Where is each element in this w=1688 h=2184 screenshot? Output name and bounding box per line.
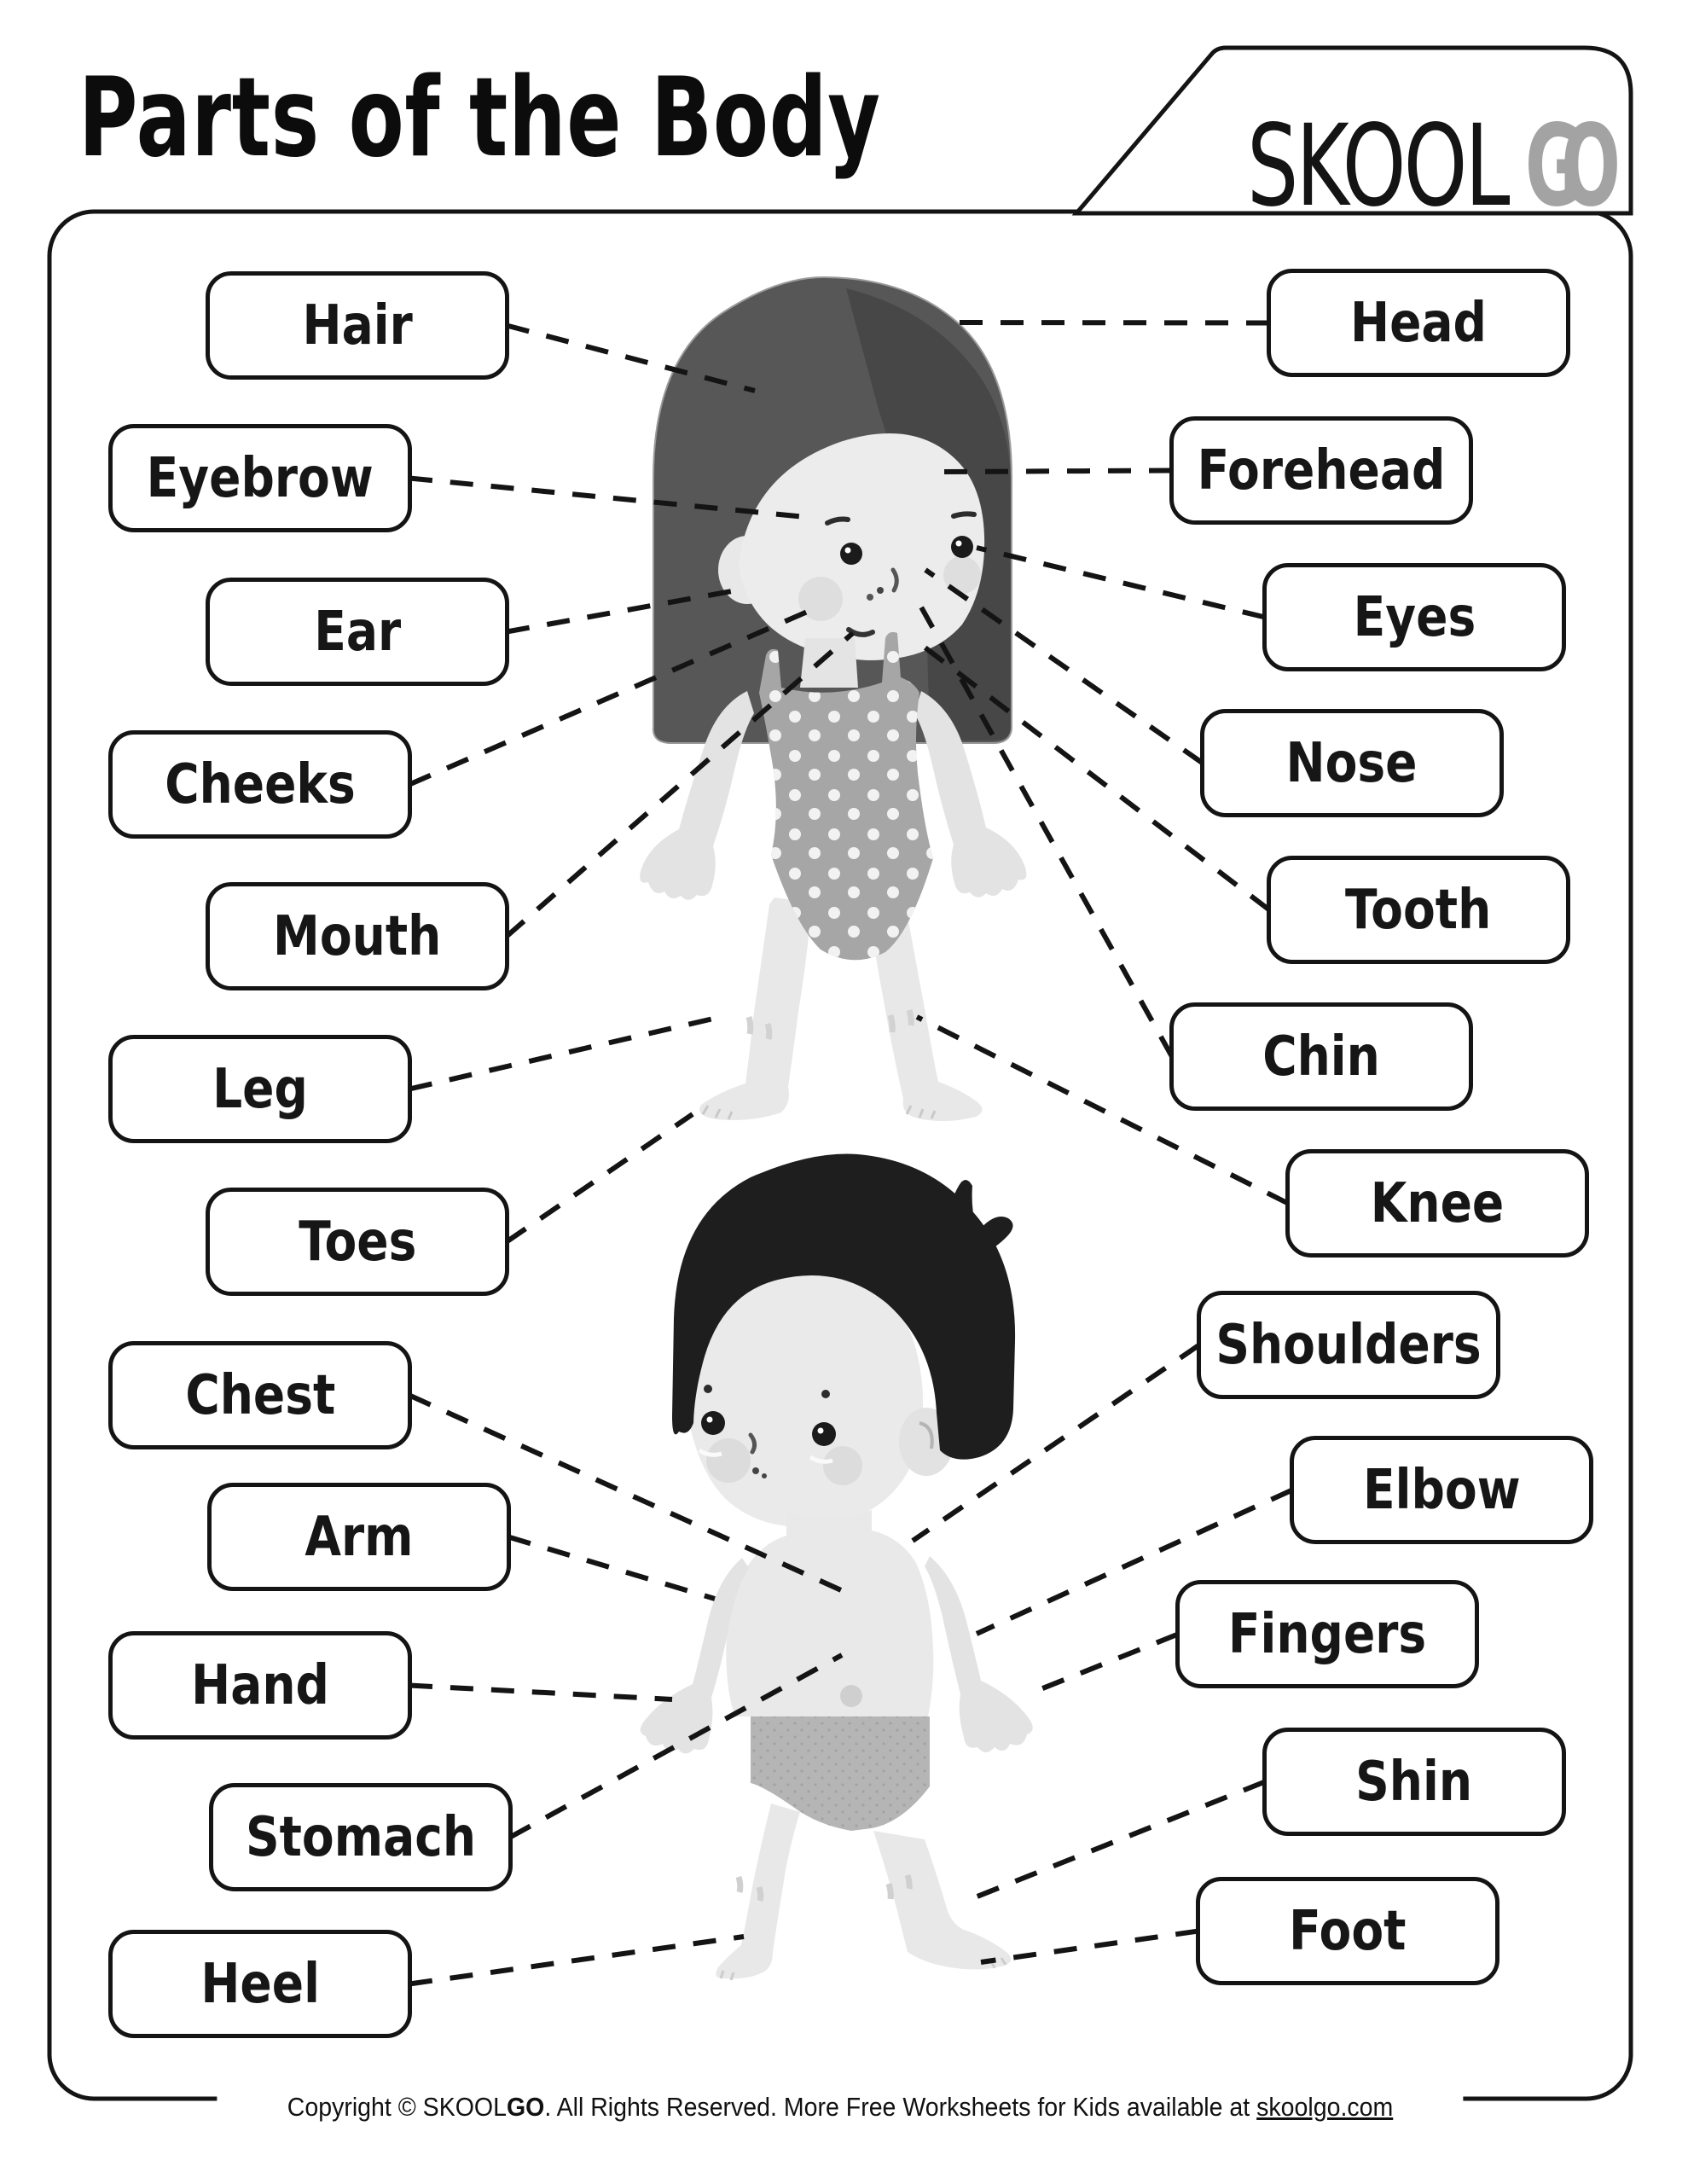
label-text-shoulders: Shoulders <box>1215 1313 1482 1377</box>
connector-hand <box>409 1686 672 1700</box>
label-box-fingers <box>1175 1580 1479 1688</box>
label-box-head <box>1267 269 1570 377</box>
label-box-heel <box>108 1930 412 2038</box>
label-text-leg: Leg <box>212 1057 308 1121</box>
girl-nose-dot <box>867 594 873 601</box>
label-box-leg <box>108 1035 412 1143</box>
label-text-mouth: Mouth <box>273 904 442 968</box>
label-text-forehead: Forehead <box>1197 439 1446 502</box>
label-box-eyes <box>1262 563 1566 671</box>
footer-link[interactable]: skoolgo.com <box>1256 2092 1394 2122</box>
eye-glint <box>707 1417 713 1423</box>
label-text-arm: Arm <box>305 1505 414 1569</box>
boy-right-leg <box>873 1831 1011 1970</box>
label-box-tooth <box>1267 856 1570 964</box>
label-text-shin: Shin <box>1355 1750 1473 1814</box>
label-text-eyebrow: Eyebrow <box>146 446 374 510</box>
label-box-elbow <box>1290 1436 1593 1544</box>
label-box-shoulders <box>1197 1291 1500 1399</box>
eye-glint <box>845 548 851 554</box>
connector-fingers <box>1028 1635 1178 1695</box>
label-text-heel: Heel <box>200 1952 320 2016</box>
eye-glint <box>956 541 962 547</box>
boy-eyebrow <box>821 1390 830 1398</box>
boy-eye <box>812 1422 836 1446</box>
label-text-tooth: Tooth <box>1345 878 1492 942</box>
label-box-chin <box>1169 1002 1473 1111</box>
eye-glint <box>818 1428 824 1434</box>
label-text-eyes: Eyes <box>1353 585 1476 649</box>
label-box-cheeks <box>108 730 412 839</box>
girl-eyebrow <box>954 514 974 516</box>
boy-topknot <box>948 1180 1012 1258</box>
logo-go-text: GO <box>1525 101 1600 232</box>
footer <box>217 2085 1463 2129</box>
logo-skool-text: SKOOL <box>1247 101 1508 232</box>
boy-cheek-blush <box>706 1438 751 1483</box>
connector-eyes <box>977 548 1265 618</box>
label-text-chin: Chin <box>1262 1025 1380 1089</box>
label-box-arm <box>207 1483 511 1591</box>
label-text-hand: Hand <box>191 1653 329 1717</box>
girl-illustration <box>640 277 1026 1121</box>
page-title: Parts of the Body <box>78 55 881 182</box>
label-box-stomach <box>209 1783 513 1891</box>
girl-eye <box>840 543 862 565</box>
connector-leg <box>409 1017 721 1089</box>
boy-eye <box>701 1411 725 1435</box>
label-text-foot: Foot <box>1289 1899 1407 1963</box>
label-box-hair <box>206 271 509 380</box>
label-box-knee <box>1285 1149 1589 1258</box>
footer-copyright-bold: GO <box>506 2092 545 2122</box>
connector-arm <box>508 1537 715 1600</box>
label-box-foot <box>1196 1877 1499 1985</box>
label-box-forehead <box>1169 416 1473 525</box>
label-box-toes <box>206 1188 509 1296</box>
footer-copyright-prefix: Copyright © SKOOL <box>287 2092 507 2122</box>
label-text-toes: Toes <box>298 1210 417 1274</box>
label-box-shin <box>1262 1728 1566 1836</box>
label-box-chest <box>108 1341 412 1449</box>
boy-eyebrow <box>704 1385 712 1393</box>
label-text-cheeks: Cheeks <box>165 752 356 816</box>
label-box-mouth <box>206 882 509 990</box>
boy-right-arm <box>925 1556 1033 1752</box>
label-text-chest: Chest <box>185 1363 335 1427</box>
boy-illustration <box>641 1153 1033 1980</box>
label-box-ear <box>206 578 509 686</box>
girl-neck <box>800 638 858 688</box>
label-text-knee: Knee <box>1370 1171 1505 1235</box>
label-text-fingers: Fingers <box>1227 1602 1427 1666</box>
label-text-hair: Hair <box>302 293 413 357</box>
connector-head <box>945 322 1269 323</box>
label-text-head: Head <box>1350 291 1487 355</box>
label-box-nose <box>1200 709 1504 817</box>
connector-foot <box>981 1931 1198 1963</box>
boy-mouth <box>762 1473 767 1478</box>
label-text-ear: Ear <box>314 600 401 664</box>
boy-mouth <box>752 1467 759 1474</box>
girl-freckle <box>877 587 884 594</box>
girl-left-leg <box>699 897 812 1120</box>
boy-torso <box>726 1510 933 1716</box>
boy-cheek-blush <box>823 1446 862 1485</box>
connector-heel <box>409 1937 744 1984</box>
boy-belly-button <box>840 1685 862 1707</box>
connector-toes <box>507 1114 693 1242</box>
footer-copyright-suffix: . All Rights Reserved. More Free Worksheets for Kids available at <box>544 2092 1257 2122</box>
girl-eye <box>951 536 973 558</box>
label-box-hand <box>108 1631 412 1740</box>
label-text-nose: Nose <box>1286 731 1418 795</box>
label-text-elbow: Elbow <box>1362 1458 1521 1522</box>
label-text-stomach: Stomach <box>245 1805 477 1869</box>
label-box-eyebrow <box>108 424 412 532</box>
